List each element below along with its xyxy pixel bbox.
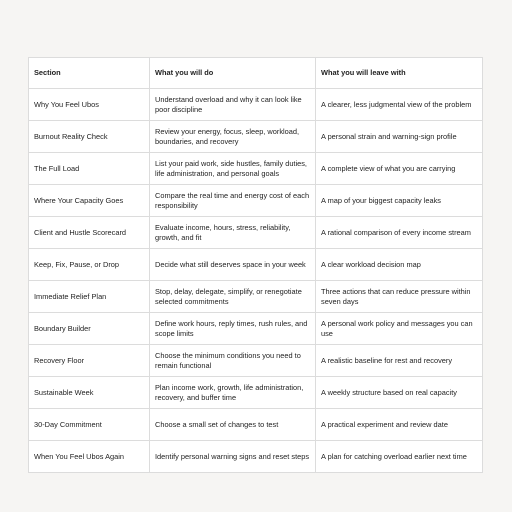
outcome-cell: A personal strain and warning-sign profile [316,121,483,153]
section-cell: The Full Load [29,153,150,185]
activity-cell: List your paid work, side hustles, family duties, life administration, and personal goals [150,153,316,185]
section-cell: Where Your Capacity Goes [29,185,150,217]
outcome-cell: A clear workload decision map [316,249,483,281]
table-row [29,153,483,185]
section-cell: Burnout Reality Check [29,121,150,153]
table-row [29,249,483,281]
outcome-cell: Three actions that can reduce pressure within seven days [316,281,483,313]
course-overview-table [28,57,483,473]
activity-cell: Decide what still deserves space in your week [150,249,316,281]
outcome-cell: A clearer, less judgmental view of the problem [316,89,483,121]
section-cell: 30-Day Commitment [29,409,150,441]
table-row [29,377,483,409]
table-row [29,121,483,153]
table-row [29,281,483,313]
outcome-cell: A practical experiment and review date [316,409,483,441]
activity-cell: Choose the minimum conditions you need to remain functional [150,345,316,377]
activity-cell: Identify personal warning signs and reset steps [150,441,316,473]
outcome-cell: A complete view of what you are carrying [316,153,483,185]
activity-cell: Define work hours, reply times, rush rules, and scope limits [150,313,316,345]
table-row [29,313,483,345]
section-cell: Recovery Floor [29,345,150,377]
activity-cell: Stop, delay, delegate, simplify, or renegotiate selected commitments [150,281,316,313]
table-header-row [29,58,483,89]
section-cell: Client and Hustle Scorecard [29,217,150,249]
outcome-cell: A plan for catching overload earlier next time [316,441,483,473]
table-row [29,345,483,377]
activity-cell: Choose a small set of changes to test [150,409,316,441]
section-cell: Why You Feel Ubos [29,89,150,121]
activity-cell: Review your energy, focus, sleep, workload, boundaries, and recovery [150,121,316,153]
section-cell: When You Feel Ubos Again [29,441,150,473]
activity-cell: Compare the real time and energy cost of each responsibility [150,185,316,217]
header-section: Section [29,58,150,89]
table-container [28,57,482,473]
table-row [29,409,483,441]
activity-cell: Plan income work, growth, life administration, recovery, and buffer time [150,377,316,409]
header-what-you-will-leave-with: What you will leave with [316,58,483,89]
section-cell: Keep, Fix, Pause, or Drop [29,249,150,281]
table-row [29,217,483,249]
outcome-cell: A rational comparison of every income stream [316,217,483,249]
section-cell: Boundary Builder [29,313,150,345]
outcome-cell: A personal work policy and messages you can use [316,313,483,345]
table-row [29,441,483,473]
table-row [29,89,483,121]
header-what-you-will-do: What you will do [150,58,316,89]
outcome-cell: A realistic baseline for rest and recovery [316,345,483,377]
section-cell: Sustainable Week [29,377,150,409]
table-row [29,185,483,217]
outcome-cell: A weekly structure based on real capacity [316,377,483,409]
outcome-cell: A map of your biggest capacity leaks [316,185,483,217]
activity-cell: Understand overload and why it can look like poor discipline [150,89,316,121]
section-cell: Immediate Relief Plan [29,281,150,313]
activity-cell: Evaluate income, hours, stress, reliability, growth, and fit [150,217,316,249]
